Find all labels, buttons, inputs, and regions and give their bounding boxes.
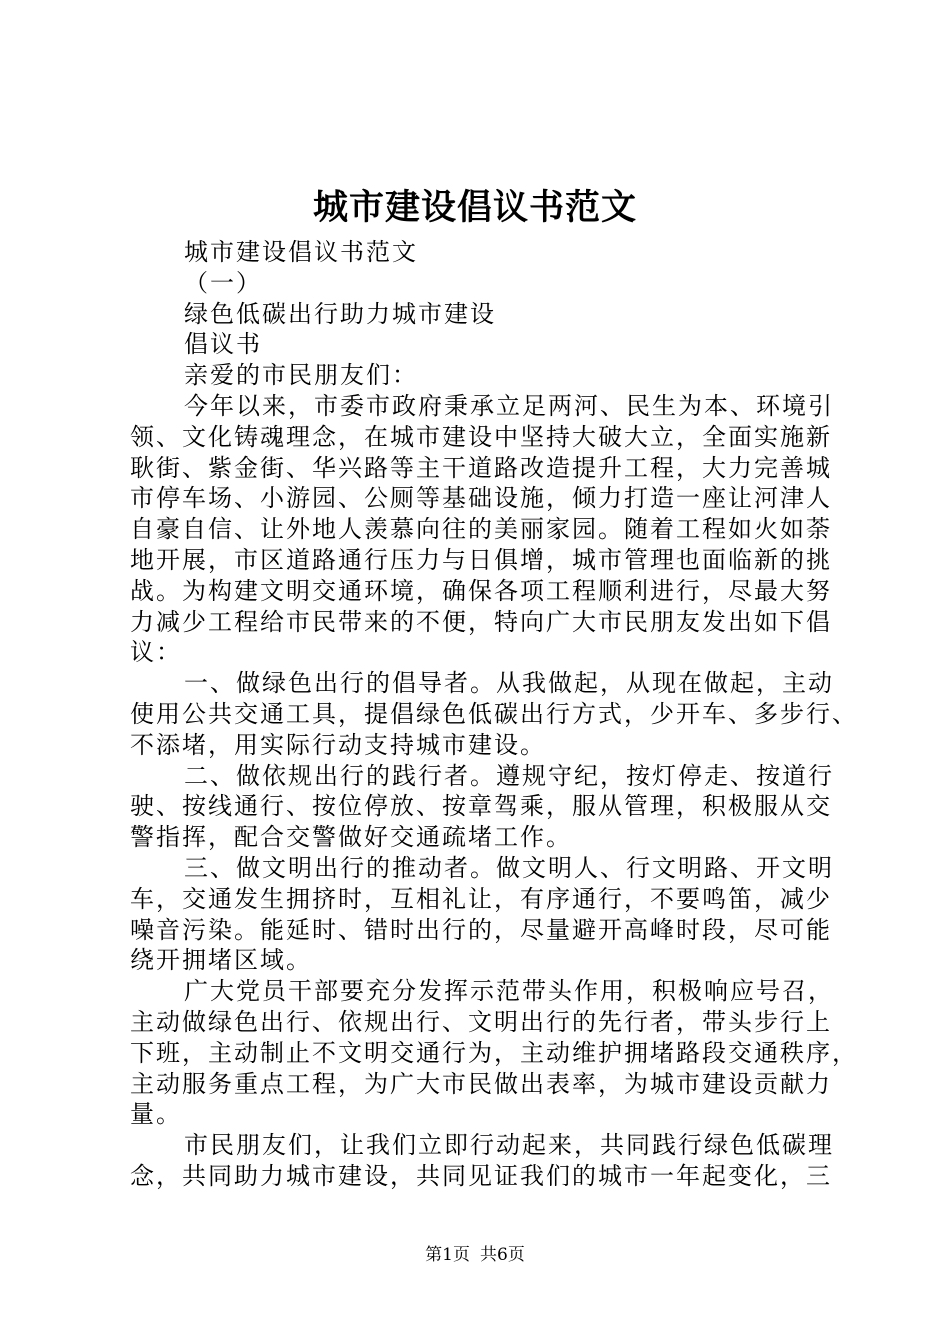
body-line: 今年以来，市委市政府秉承立足两河、民生为本、环境引 [184, 391, 834, 420]
body-line: 车，交通发生拥挤时，互相礼让，有序通行，不要鸣笛，减少 [130, 884, 832, 913]
body-line: 耿街、紫金街、华兴路等主干道路改造提升工程，大力完善城 [130, 453, 832, 482]
body-line: 量。 [130, 1100, 182, 1129]
body-line: 二、做依规出行的践行者。遵规守纪，按灯停走、按道行 [184, 761, 834, 790]
body-line: 不添堵，用实际行动支持城市建设。 [130, 730, 546, 759]
body-line: 地开展，市区道路通行压力与日俱增，城市管理也面临新的挑 [130, 545, 832, 574]
body-line: 议： [130, 638, 182, 667]
body-line: 驶、按线通行、按位停放、按章驾乘，服从管理，积极服从交 [130, 792, 832, 821]
page-number: 第1页 [425, 1245, 470, 1265]
body-line: 使用公共交通工具，提倡绿色低碳出行方式，少开车、多步行、 [130, 699, 858, 728]
body-line: 主动做绿色出行、依规出行、文明出行的先行者，带头步行上 [130, 1007, 832, 1036]
document-body [130, 237, 858, 1192]
body-line: 亲爱的市民朋友们： [184, 361, 418, 390]
body-line: 广大党员干部要充分发挥示范带头作用，积极响应号召， [184, 977, 834, 1006]
body-line: （一） [184, 268, 262, 297]
page-footer [0, 1243, 950, 1267]
body-line: 倡议书 [184, 330, 262, 359]
page-total: 共6页 [480, 1245, 525, 1265]
body-line: 下班，主动制止不文明交通行为，主动维护拥堵路段交通秩序， [130, 1038, 858, 1067]
body-line: 噪音污染。能延时、错时出行的，尽量避开高峰时段，尽可能 [130, 915, 832, 944]
body-line: 领、文化铸魂理念，在城市建设中坚持大破大立，全面实施新 [130, 422, 832, 451]
body-line: 战。为构建文明交通环境，确保各项工程顺利进行，尽最大努 [130, 576, 832, 605]
body-line: 力减少工程给市民带来的不便，特向广大市民朋友发出如下倡 [130, 607, 832, 636]
body-line: 三、做文明出行的推动者。做文明人、行文明路、开文明 [184, 853, 834, 882]
body-line: 主动服务重点工程，为广大市民做出表率，为城市建设贡献力 [130, 1069, 832, 1098]
document-title: 城市建设倡议书范文 [312, 187, 637, 228]
body-line: 念，共同助力城市建设，共同见证我们的城市一年起变化，三 [130, 1161, 832, 1190]
body-line: 市民朋友们，让我们立即行动起来，共同践行绿色低碳理 [184, 1131, 834, 1160]
body-line: 城市建设倡议书范文 [184, 238, 418, 266]
body-line: 绕开拥堵区域。 [130, 946, 312, 975]
body-line: 市停车场、小游园、公厕等基础设施，倾力打造一座让河津人 [130, 484, 832, 513]
body-line: 绿色低碳出行助力城市建设 [184, 299, 496, 328]
body-line: 一、做绿色出行的倡导者。从我做起，从现在做起，主动 [184, 669, 834, 698]
body-line: 警指挥，配合交警做好交通疏堵工作。 [130, 823, 572, 852]
body-line: 自豪自信、让外地人羡慕向往的美丽家园。随着工程如火如荼 [130, 515, 832, 544]
